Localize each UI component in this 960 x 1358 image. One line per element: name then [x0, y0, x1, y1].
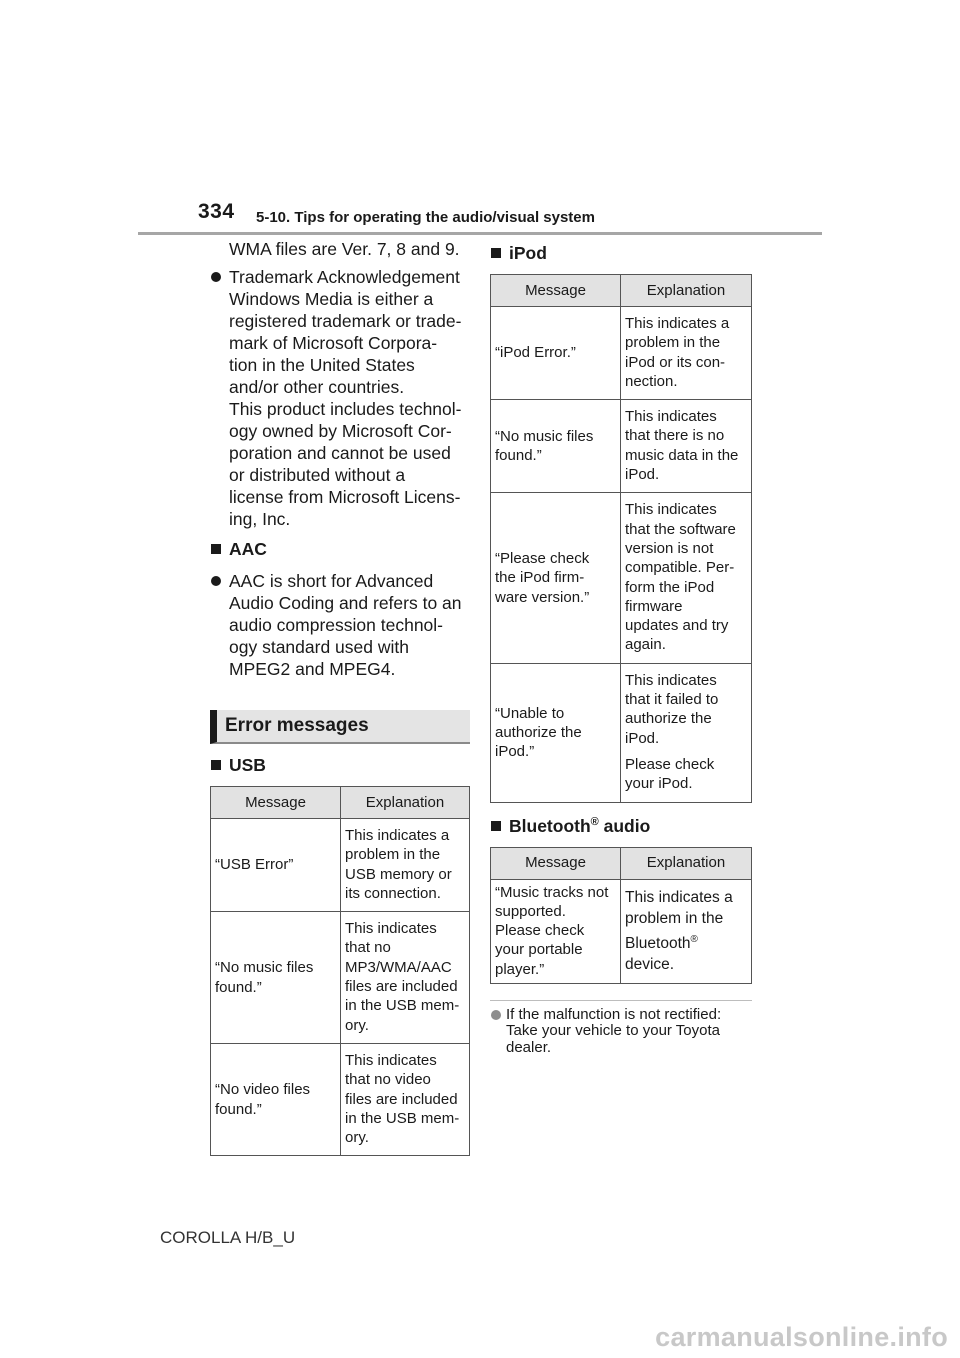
text-line: and/or other countries. [229, 377, 405, 397]
text-line: that it failed to [625, 691, 719, 709]
usb-heading: USB [210, 754, 470, 776]
message-cell [491, 400, 621, 493]
text-line: This indicates [625, 501, 717, 519]
message-cell [491, 493, 621, 663]
table-row [491, 400, 752, 493]
trademark-text [229, 266, 470, 530]
bullet-dot-icon [211, 272, 221, 282]
bullet-dot-icon [211, 576, 221, 586]
malfunction-note [490, 1007, 752, 1057]
text-line: that no video [345, 1071, 431, 1089]
footer-model-code: COROLLA H/B_U [160, 1228, 296, 1247]
table-row [491, 663, 752, 802]
text-line: iPod.” [495, 743, 535, 761]
text-line: registered trademark or trade- [229, 311, 462, 331]
message-cell [211, 1043, 341, 1155]
text-line: again. [625, 636, 666, 654]
text-line: or distributed without a [229, 465, 406, 485]
aac-heading: AAC [210, 538, 470, 560]
explanation-column-header: Explanation [341, 787, 470, 819]
text-line: in the USB mem- [345, 997, 460, 1015]
text-line: mark of Microsoft Corpora- [229, 333, 438, 353]
table-row [211, 819, 470, 912]
text-line: AAC is short for Advanced [229, 571, 434, 591]
text-line: ing, Inc. [229, 509, 291, 529]
text-line: license from Microsoft Licens- [229, 487, 461, 507]
text-line: problem in the [625, 334, 721, 352]
text-line: player.” [495, 960, 545, 978]
text-line: firmware [625, 597, 683, 615]
explanation-cell: This indicates a problem in the Bluetooth® device. [621, 879, 752, 983]
header-rule [138, 232, 822, 235]
text-line: This indicates [345, 920, 437, 938]
text-line: that no [345, 939, 391, 957]
text-line: This indicates a [345, 827, 450, 844]
text-line: This indicates [625, 671, 717, 689]
left-column [210, 238, 470, 1156]
bluetooth-audio-heading: Bluetooth® audio [490, 815, 752, 837]
aac-text [229, 570, 470, 680]
message-cell [211, 912, 341, 1044]
text-line: iPod. [625, 466, 660, 484]
text-line: This indicates [345, 1051, 437, 1069]
wma-version-text: WMA files are Ver. 7, 8 and 9. [229, 239, 460, 259]
ipod-heading: iPod [490, 242, 752, 264]
text-line: that there is no [625, 427, 725, 445]
text-line: found.” [495, 447, 542, 465]
watermark: carmanualsonline.info [655, 1322, 948, 1352]
text-line: ory. [345, 1129, 369, 1147]
page-number: 334 [198, 200, 235, 223]
trademark-bullet [210, 266, 470, 530]
ipod-error-table [490, 274, 752, 803]
explanation-cell [621, 307, 752, 400]
text-line: USB memory or [345, 865, 452, 883]
text-line: its connection. [345, 884, 441, 902]
text-line: “No music files [495, 427, 594, 445]
text-line: “USB Error” [215, 856, 294, 874]
table-row [491, 879, 752, 983]
text-line: ogy standard used with [229, 637, 409, 657]
text-line: “Unable to [495, 704, 565, 722]
square-bullet-icon [491, 821, 501, 831]
table-row [211, 1043, 470, 1155]
usb-error-table [210, 786, 470, 1156]
message-cell [491, 663, 621, 802]
text-line: supported. [495, 902, 566, 920]
text-line: ware version.” [495, 588, 590, 606]
error-messages-heading: Error messages [210, 710, 470, 744]
text-line: This product includes technol- [229, 399, 462, 419]
text-line: files are included [345, 1090, 458, 1108]
text-line: found.” [215, 1100, 262, 1118]
explanation-cell [341, 912, 470, 1044]
square-bullet-icon [211, 760, 221, 770]
text-line: ogy owned by Microsoft Cor- [229, 421, 452, 441]
explanation-cell [621, 400, 752, 493]
note-circle-icon [491, 1010, 501, 1020]
text-line: Take your vehicle to your Toyota [506, 1022, 721, 1040]
message-cell [211, 819, 341, 912]
explanation-cell [621, 493, 752, 663]
section-title: 5-10. Tips for operating the audio/visual system [256, 209, 595, 226]
message-cell [491, 307, 621, 400]
square-bullet-icon [491, 248, 501, 258]
text-line: compatible. Per- [625, 559, 735, 577]
text-line: Windows Media is either a [229, 289, 434, 309]
message-cell [491, 879, 621, 983]
text-line: Please check [625, 755, 715, 773]
text-line: tion in the United States [229, 355, 415, 375]
text-line: dealer. [506, 1038, 552, 1056]
table-row [211, 912, 470, 1044]
note-divider [490, 1000, 752, 1001]
square-bullet-icon [211, 544, 221, 554]
text-line: iPod. [625, 729, 660, 747]
right-column [490, 238, 752, 1056]
text-line: Please check [495, 922, 585, 940]
explanation-cell [341, 819, 470, 912]
text-line: updates and try [625, 617, 729, 635]
text-line: that the software [625, 520, 736, 538]
text-line: “Music tracks not [495, 883, 609, 901]
text-line: Trademark Acknowledgement [229, 267, 460, 287]
text-line: files are included [345, 978, 458, 996]
text-line: iPod or its con- [625, 353, 726, 371]
text-line: audio compression technol- [229, 615, 444, 635]
bluetooth-error-table [490, 847, 752, 984]
text-line: “No music files [215, 959, 314, 977]
text-line: Audio Coding and refers to an [229, 593, 462, 613]
text-line: nection. [625, 372, 678, 390]
text-line: your portable [495, 941, 583, 959]
text-line: “Please check [495, 550, 590, 568]
explanation-column-header: Explanation [621, 847, 752, 879]
text-line: This indicates [625, 408, 717, 426]
text-line: problem in the [345, 846, 441, 864]
text-line: MP3/WMA/AAC [345, 958, 452, 976]
text-line: form the iPod [625, 578, 715, 596]
text-line: This indicates a [625, 315, 730, 332]
aac-bullet [210, 570, 470, 680]
text-line: the iPod firm- [495, 569, 585, 587]
explanation-cell [621, 663, 752, 802]
text-line: If the malfunction is not rectified: [506, 1005, 722, 1023]
text-line: poration and cannot be used [229, 443, 451, 463]
text-line: “iPod Error.” [495, 344, 576, 362]
message-column-header: Message [491, 847, 621, 879]
text-line: found.” [215, 978, 262, 996]
message-column-header: Message [211, 787, 341, 819]
text-line: your iPod. [625, 775, 693, 793]
message-column-header: Message [491, 275, 621, 307]
text-line: authorize the [625, 710, 712, 728]
text-line: in the USB mem- [345, 1109, 460, 1127]
text-line: MPEG2 and MPEG4. [229, 659, 396, 679]
text-line: ory. [345, 1016, 369, 1034]
table-row [491, 493, 752, 663]
text-line: music data in the [625, 446, 739, 464]
text-line: authorize the [495, 723, 582, 741]
text-line: version is not [625, 539, 714, 557]
table-row [491, 307, 752, 400]
explanation-cell [341, 1043, 470, 1155]
text-line: “No video files [215, 1081, 311, 1099]
explanation-column-header: Explanation [621, 275, 752, 307]
